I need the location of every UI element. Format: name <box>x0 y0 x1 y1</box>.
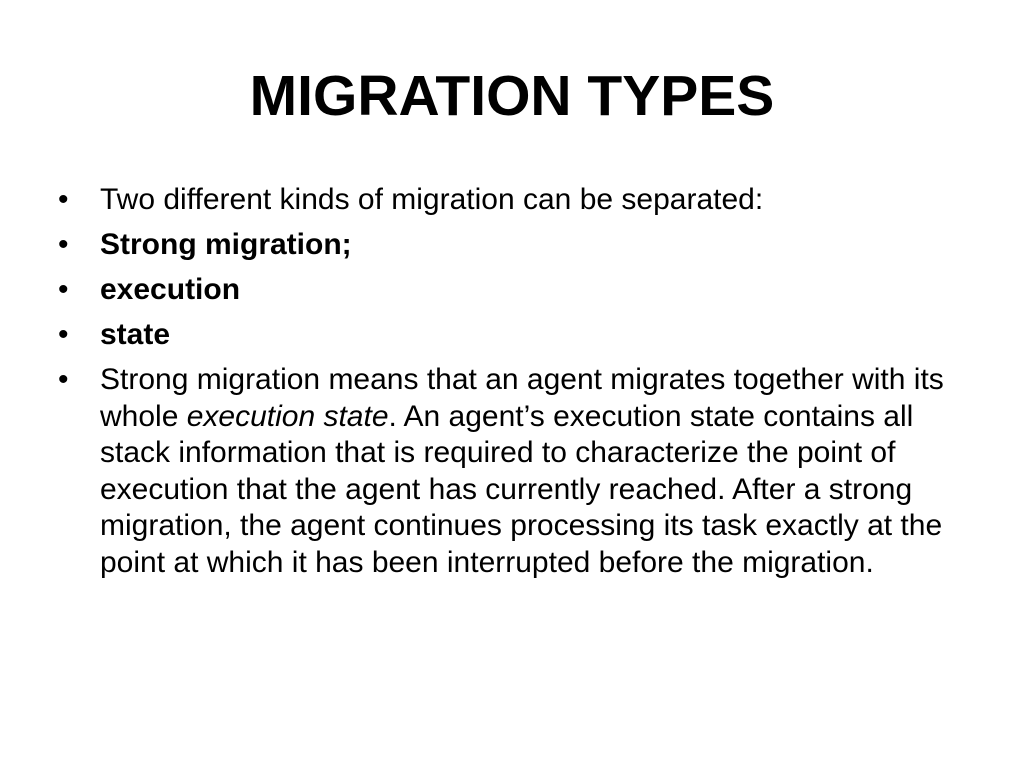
bullet-text: execution <box>100 273 241 306</box>
slide-title: MIGRATION TYPES <box>249 64 775 128</box>
bullet-text-italic: execution state <box>186 399 389 433</box>
bullet-text: Two different kinds of migration can be separated: <box>100 183 764 216</box>
bullet-item <box>58 182 978 219</box>
bullet-icon: • <box>58 363 69 396</box>
bullet-text <box>100 363 944 579</box>
bullet-icon: • <box>58 183 69 216</box>
bullet-item <box>58 272 978 309</box>
bullet-text-part: Strong migration means that an agent migrates together with its whole <box>100 363 944 433</box>
bullet-item <box>58 317 978 354</box>
bullet-text: Strong migration; <box>100 228 352 261</box>
bullet-list <box>58 182 978 590</box>
bullet-item <box>58 227 978 264</box>
bullet-icon: • <box>58 228 69 261</box>
bullet-text-part: . An agent’s execution state contains all stack information that is required to characterize the point of execution that the agent has currently reached. After a strong migration, the agent continues processing its task exactly at the point at which it has been interrupted before the migration. <box>100 399 943 579</box>
bullet-icon: • <box>58 273 69 306</box>
bullet-icon: • <box>58 318 69 351</box>
bullet-item <box>58 362 978 581</box>
bullet-text: state <box>100 318 171 351</box>
